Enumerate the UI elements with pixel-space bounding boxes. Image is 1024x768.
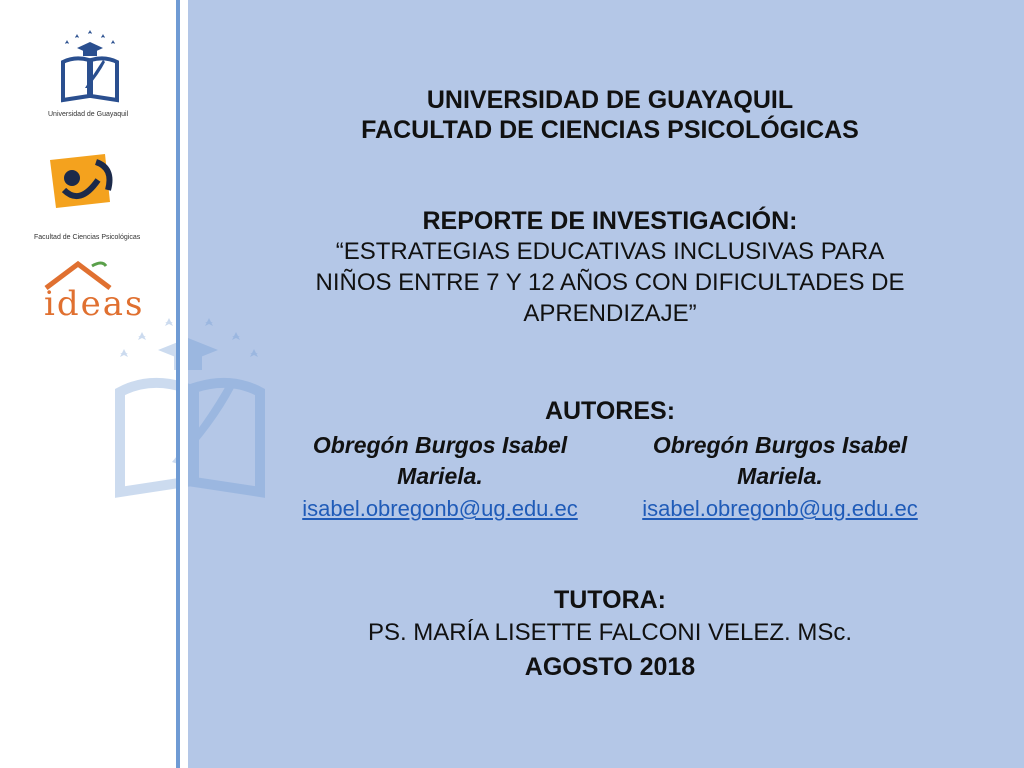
tutor-name: PS. MARÍA LISETTE FALCONI VELEZ. MSc. bbox=[367, 619, 853, 646]
ideas-wordmark: ideas bbox=[44, 284, 145, 324]
author-name-line1: Obregón Burgos Isabel bbox=[652, 432, 908, 458]
faculty-logo bbox=[50, 150, 120, 210]
report-title-line2: NIÑOS ENTRE 7 Y 12 AÑOS CON DIFICULTADES DE bbox=[315, 269, 905, 296]
author-email-link[interactable]: isabel.obregonb@ug.edu.ec bbox=[302, 496, 578, 521]
author-email-link[interactable]: isabel.obregonb@ug.edu.ec bbox=[642, 496, 918, 521]
author-name-line1: Obregón Burgos Isabel bbox=[312, 432, 568, 458]
report-title-line1: “ESTRATEGIAS EDUCATIVAS INCLUSIVAS PARA bbox=[335, 238, 885, 265]
tutor-label: TUTORA: bbox=[553, 586, 667, 614]
authors-label: AUTORES: bbox=[544, 397, 676, 425]
author-name-line2: Mariela. bbox=[397, 463, 483, 489]
book-quill-icon bbox=[55, 30, 125, 105]
author-block bbox=[270, 430, 610, 522]
sidebar bbox=[0, 0, 180, 768]
author-block bbox=[610, 430, 950, 522]
sidebar-divider bbox=[180, 0, 188, 768]
title-slide bbox=[210, 0, 1010, 768]
faculty-title: FACULTAD DE CIENCIAS PSICOLÓGICAS bbox=[361, 116, 859, 144]
report-label: REPORTE DE INVESTIGACIÓN: bbox=[422, 207, 798, 235]
university-title: UNIVERSIDAD DE GUAYAQUIL bbox=[426, 86, 794, 114]
author-name-line2: Mariela. bbox=[737, 463, 823, 489]
university-logo bbox=[55, 30, 125, 105]
report-title-line3: APRENDIZAJE” bbox=[523, 300, 697, 327]
university-caption: Universidad de Guayaquil bbox=[48, 111, 129, 118]
faculty-caption: Facultad de Ciencias Psicológicas bbox=[34, 234, 141, 241]
faculty-emblem-icon bbox=[50, 150, 120, 210]
date-label: AGOSTO 2018 bbox=[524, 653, 696, 681]
